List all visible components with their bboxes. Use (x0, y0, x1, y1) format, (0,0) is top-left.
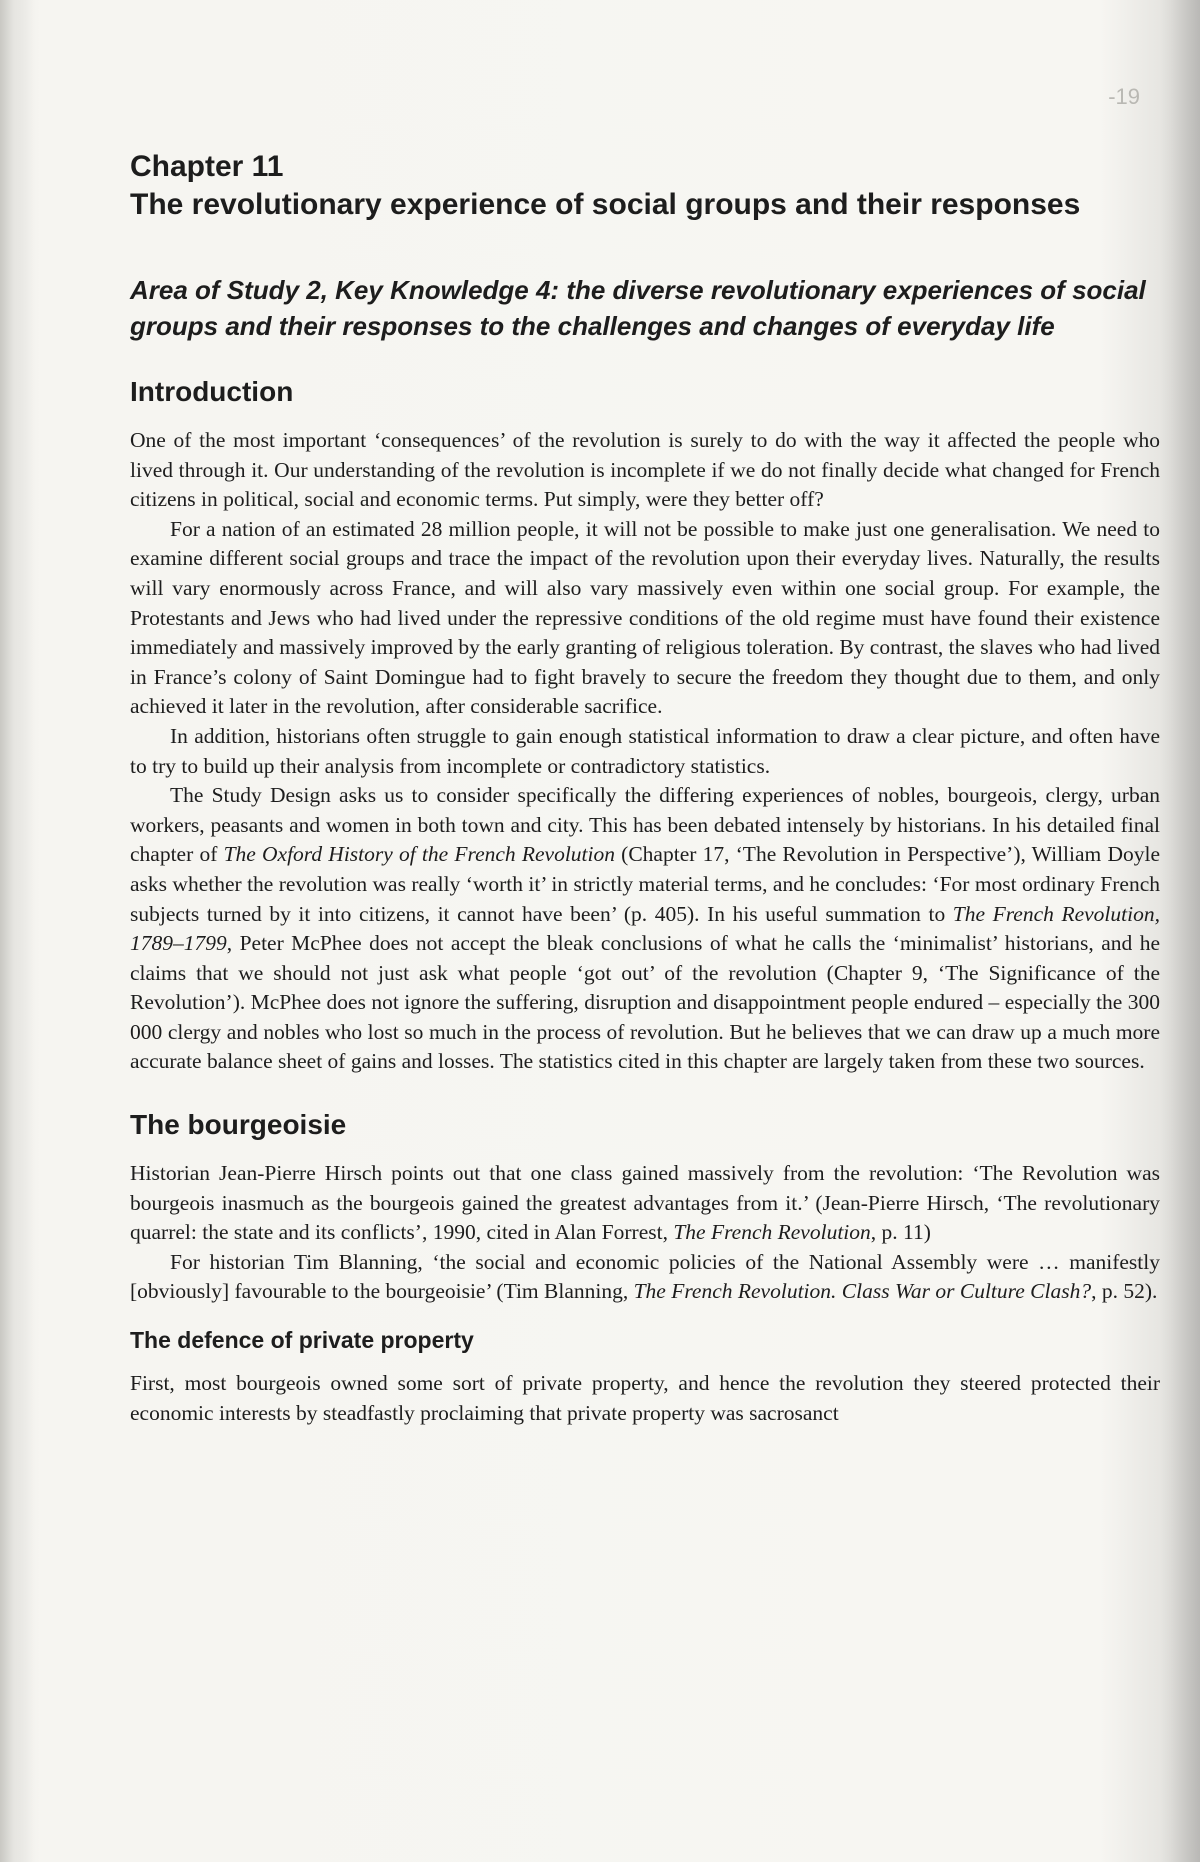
page-content (130, 148, 1160, 1428)
intro-p4-text-e: , Peter McPhee does not accept the bleak conclusions of what he calls the ‘minimalist’ historians, and he claims that we should not just ask what people ‘got out’ of the revolution (Chapter 9, ‘The Significance of the Revolution’). McPhee does not ignore the suffering, disruption and disappointment people endured – especially the 300 000 clergy and nobles who lost so much in the process of revolution. But he believes that we can draw up a much more accurate balance sheet of gains and losses. The statistics cited in this chapter are largely taken from these two sources. (130, 931, 1160, 1074)
bourgeoisie-paragraph-1 (130, 1159, 1160, 1248)
private-property-paragraph-1: First, most bourgeois owned some sort of private property, and hence the revolution they steered protected their economic interests by steadfastly proclaiming that private property was sacrosanct (130, 1371, 1160, 1425)
bourgeoisie-paragraph-2 (130, 1248, 1160, 1307)
intro-p4-text-a: The Study Design asks us to consider specifically the differing experiences of nobles, bourgeois, clergy, urban workers, peasants and women in both town and city. This has been debated intensely by historians. In his detailed final chapter of (130, 783, 1160, 867)
intro-paragraph-2: For a nation of an estimated 28 million people, it will not be possible to make just one generalisation. We need to examine different social groups and trace the impact of the revolution upon their everyday lives. Naturally, the results will vary enormously across France, and will also vary massively even within one social group. For example, the Protestants and Jews who had lived under the repressive conditions of the old regime must have found their existence immediately and massively improved by the early granting of religious toleration. By contrast, the slaves who had lived in France’s colony of Saint Domingue had to fight bravely to secure the freedom they thought due to them, and only achieved it later in the revolution, after considerable sacrifice. (130, 516, 1160, 719)
book-title-blanning: The French Revolution. Class War or Culture Clash? (633, 1279, 1092, 1304)
spine-shadow (0, 0, 34, 1862)
intro-paragraph-4 (130, 781, 1160, 1077)
private-property-heading: The defence of private property (130, 1327, 474, 1354)
intro-p4-text-c: (Chapter 17, ‘The Revolution in Perspective’), William Doyle asks whether the revolution was really ‘worth it’ in strictly material terms, and he concludes: ‘For most ordinary French subjects turned by it into citizens, it cannot have been’ (p. 405). In his useful summation to (130, 842, 1161, 926)
book-title-oxford-history: The Oxford History of the French Revolution (223, 842, 615, 867)
intro-paragraph-1: One of the most important ‘consequences’ of the revolution is surely to do with the way it affected the people who lived through it. Our understanding of the revolution is incomplete if we do not finally decide what changed for French citizens in political, social and economic terms. Put simply, were they better off? (130, 428, 1160, 512)
intro-paragraph-3: In addition, historians often struggle to gain enough statistical information to draw a clear picture, and often have to try to build up their analysis from incomplete or contradictory statistics. (130, 723, 1160, 778)
page-mark: -19 (1108, 84, 1140, 109)
area-of-study: Area of Study 2, Key Knowledge 4: the diverse revolutionary experiences of social groups and their responses to the challenges and changes of everyday life (130, 275, 1146, 341)
bourg-p1-text-a: Historian Jean-Pierre Hirsch points out that one class gained massively from the revolution: ‘The Revolution was bourgeois inasmuch as the bourgeois gained the greatest advantages from it.’ (Jean-Pierre Hirsch, ‘The revolutionary quarrel: the state and its conflicts’, 1990, cited in Alan Forrest, (130, 1161, 1160, 1245)
book-title-forrest: The French Revolution (673, 1220, 871, 1245)
chapter-number: Chapter 11 (130, 150, 284, 183)
bourg-p1-text-c: , p. 11) (870, 1220, 931, 1245)
bourgeoisie-heading: The bourgeoisie (130, 1109, 347, 1141)
chapter-title: The revolutionary experience of social groups and their responses (130, 188, 1081, 221)
introduction-heading: Introduction (130, 376, 294, 407)
bourg-p2-text-a: For historian Tim Blanning, ‘the social and economic policies of the National Assembly were … manifestly [obviously] favourable to the bourgeoisie’ (Tim Blanning, (130, 1249, 1160, 1304)
bourg-p2-text-c: , p. 52). (1091, 1279, 1158, 1304)
page-edge-shadow (1160, 0, 1200, 1862)
book-title-french-revolution-mcphee: The French Revolution, 1789–1799 (130, 901, 1160, 956)
